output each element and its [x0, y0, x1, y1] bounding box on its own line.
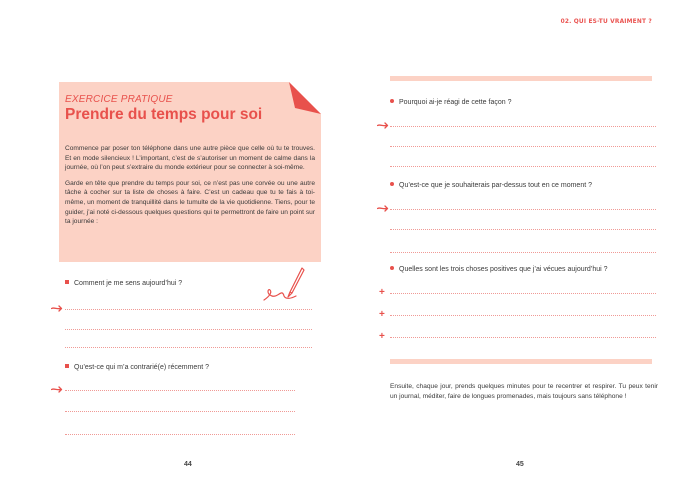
running-head: 02. QUI ES-TU VRAIMENT ?: [560, 17, 652, 25]
decorative-band: [390, 76, 652, 81]
question-text: Pourquoi ai-je réagi de cette façon ?: [399, 99, 512, 106]
exercise-paragraph: Garde en tête que prendre du temps pour soi, ce n’est pas une corvée ou une autre tâche à cocher sur ta liste de choses à faire. C’est un cadeau que tu te fais à toi-même, un moment de tranquillité dans le tumulte de la vie quotidienne. Tiens, pour te guider, j’ai noté ci-dessous quelques questions qui te permettront de faire un point sur ta journée :: [65, 179, 315, 226]
arrow-right-icon: [377, 122, 389, 129]
question-text: Quelles sont les trois choses positives que j’ai vécues aujourd’hui ?: [399, 266, 608, 273]
exercise-title: Prendre du temps pour soi: [65, 106, 263, 123]
decorative-band: [390, 359, 652, 364]
answer-line[interactable]: [390, 315, 656, 316]
question-text: Qu’est-ce que je souhaiterais par-dessus tout en ce moment ?: [399, 182, 592, 189]
exercise-body: [65, 144, 315, 233]
page-number: 45: [516, 461, 524, 468]
plus-icon: +: [379, 309, 385, 320]
answer-line[interactable]: [65, 329, 312, 330]
answer-line[interactable]: [390, 209, 656, 210]
arrow-right-icon: [51, 386, 63, 393]
question-item: [390, 99, 511, 106]
pen-signature-icon: [262, 266, 310, 306]
answer-line[interactable]: [65, 434, 295, 435]
answer-line[interactable]: [390, 166, 656, 167]
answer-line[interactable]: [65, 411, 295, 412]
dot-bullet-icon: [390, 182, 394, 186]
answer-line[interactable]: [390, 337, 656, 338]
answer-line[interactable]: [390, 146, 656, 147]
answer-line[interactable]: [390, 229, 656, 230]
question-item: [390, 182, 592, 189]
question-item: [390, 266, 608, 273]
arrow-right-icon: [51, 305, 63, 312]
folded-corner-icon: [289, 82, 321, 114]
question-text: Qu’est-ce qui m’a contrarié(e) récemment ?: [74, 364, 209, 371]
answer-line[interactable]: [390, 126, 656, 127]
page-number: 44: [184, 461, 192, 468]
answer-line[interactable]: [390, 293, 656, 294]
arrow-right-icon: [377, 205, 389, 212]
plus-icon: +: [379, 287, 385, 298]
dot-bullet-icon: [390, 266, 394, 270]
question-item: [65, 280, 182, 287]
right-page: [350, 0, 700, 494]
answer-line[interactable]: [65, 347, 312, 348]
answer-line[interactable]: [65, 390, 295, 391]
plus-icon: +: [379, 331, 385, 342]
closing-paragraph: Ensuite, chaque jour, prends quelques minutes pour te recentrer et respirer. Tu peux tenir un journal, méditer, faire de longues promenades, mais toujours sans téléphone !: [390, 383, 658, 400]
question-text: Comment je me sens aujourd’hui ?: [74, 280, 183, 287]
square-bullet-icon: [65, 364, 69, 368]
exercise-paragraph: Commence par poser ton téléphone dans une autre pièce que celle où tu te trouves. Et en mode silencieux ! L’important, c’est de s’autoriser un moment de calme dans la journée, où l’on peut s’extraire du monde extérieur pour se connecter à soi-même.: [65, 145, 315, 172]
dot-bullet-icon: [390, 99, 394, 103]
exercise-box: [59, 82, 321, 262]
square-bullet-icon: [65, 280, 69, 284]
exercise-kicker: EXERCICE PRATIQUE: [65, 94, 173, 105]
answer-line[interactable]: [390, 252, 656, 253]
question-item: [65, 364, 209, 371]
answer-line[interactable]: [65, 309, 312, 310]
